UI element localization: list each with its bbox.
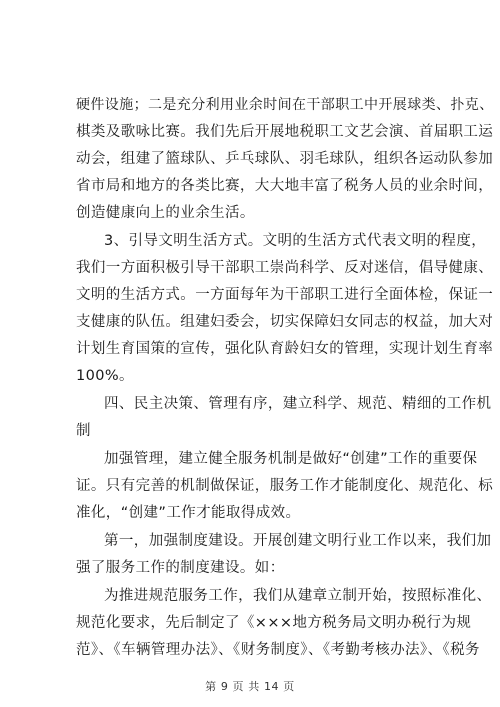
page-footer: 第 9 页 共 14 页 [205, 680, 295, 693]
text-line-5: 创造健康向上的业余生活。 [76, 205, 255, 221]
text-line-4: 省市局和地方的各类比赛，大大地丰富了税务人员的业余时间， [76, 178, 494, 194]
text-line-3: 动会，组建了篮球队、乒乓球队、羽毛球队，组织各运动队参加 [76, 151, 494, 167]
text-line-14: 准化，“创建”工作才能取得成效。 [76, 505, 301, 521]
text-line-6: 3、引导文明生活方式。文明的生活方式代表文明的程度， [104, 233, 487, 249]
text-line-1: 硬件设施；二是充分利用业余时间在干部职工中开展球类、扑克、 [76, 97, 494, 113]
text-line-9: 支健康的队伍。组建妇委会，切实保障妇女同志的权益，加大对 [76, 314, 494, 330]
section-heading-line-1: 四、民主决策、管理有序，建立科学、规范、精细的工作机 [104, 396, 492, 412]
text-line-17: 为推进规范服务工作，我们从建章立制开始，按照标准化、 [104, 588, 492, 604]
text-line-7: 我们一方面积极引导干部职工崇尚科学、反对迷信，倡导健康、 [76, 260, 494, 276]
text-line-19: 范》、《车辆管理办法》、《财务制度》、《考勤考核办法》、《税务 [76, 642, 480, 658]
text-line-2: 棋类及歌咏比赛。我们先后开展地税职工文艺会演、首届职工运 [76, 124, 494, 140]
text-line-8: 文明的生活方式。一方面每年为干部职工进行全面体检，保证一 [76, 287, 494, 303]
text-line-18: 规范化要求，先后制定了《×××地方税务局文明办税行为规 [76, 615, 472, 631]
text-line-13: 证。只有完善的机制做保证，服务工作才能制度化、规范化、标 [76, 478, 494, 494]
text-line-10: 计划生育国策的宣传，强化队育龄妇女的管理，实现计划生育率 [76, 341, 494, 357]
text-line-16: 强了服务工作的制度建设。如： [76, 560, 285, 576]
text-line-12: 加强管理，建立健全服务机制是做好“创建”工作的重要保 [104, 451, 478, 467]
text-line-11: 100%。 [76, 368, 134, 384]
text-line-15: 第一，加强制度建设。开展创建文明行业工作以来，我们加 [104, 533, 492, 549]
section-heading-line-2: 制 [76, 423, 91, 439]
